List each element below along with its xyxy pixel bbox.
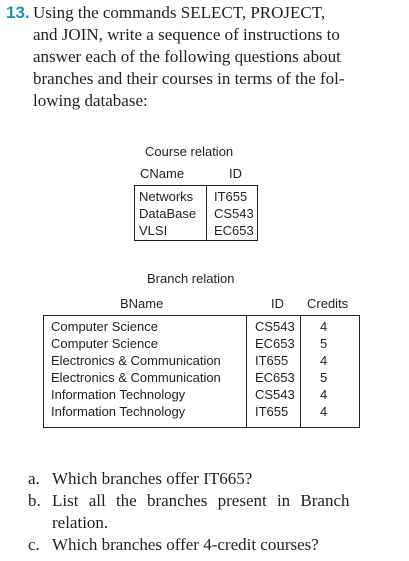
sub-question-text: List all the branches present in Branch — [52, 491, 350, 510]
branch-cell-bname: Electronics & Communication — [51, 353, 221, 368]
sub-question-label: b. — [28, 491, 41, 510]
question-line: answer each of the following questions about — [33, 47, 341, 66]
branch-column-credits: Credits — [307, 296, 349, 311]
branch-cell-id: EC653 — [255, 336, 295, 351]
branch-cell-credits: 4 — [320, 387, 328, 402]
branch-cell-id: IT655 — [255, 353, 289, 368]
branch-relation-table — [43, 315, 360, 428]
sub-question-label: c. — [28, 535, 40, 554]
branch-cell-id: CS543 — [255, 387, 295, 402]
course-cell-id: CS543 — [214, 206, 254, 221]
sub-question-text: Which branches offer IT665? — [52, 469, 253, 488]
sub-question-text: relation. — [52, 513, 109, 532]
course-cell-cname: VLSI — [139, 223, 168, 238]
branch-cell-id: EC653 — [255, 370, 295, 385]
branch-column-bname: BName — [120, 296, 164, 311]
branch-cell-bname: Information Technology — [51, 387, 186, 402]
question-line: and JOIN, write a sequence of instructions to — [33, 25, 340, 44]
question-number: 13. — [6, 3, 30, 22]
branch-cell-bname: Electronics & Communication — [51, 370, 221, 385]
question-line: lowing database: — [33, 91, 148, 110]
course-cell-cname: Networks — [139, 189, 194, 204]
branch-cell-credits: 4 — [320, 353, 328, 368]
sub-question-a — [28, 468, 406, 490]
branch-cell-credits: 5 — [320, 336, 328, 351]
question-text — [33, 2, 405, 112]
question-line: branches and their courses in terms of the fol- — [33, 69, 345, 88]
course-cell-cname: DataBase — [139, 206, 197, 221]
branch-column-id: ID — [271, 296, 284, 311]
sub-question-b — [28, 490, 406, 534]
course-cell-id: IT655 — [214, 189, 248, 204]
sub-question-text: Which branches offer 4-credit courses? — [52, 535, 319, 554]
course-column-id: ID — [229, 166, 242, 181]
branch-cell-bname: Computer Science — [51, 319, 158, 334]
column-divider — [246, 316, 247, 427]
course-column-cname: CName — [140, 166, 185, 181]
branch-cell-id: IT655 — [255, 404, 289, 419]
course-relation-table — [134, 185, 258, 241]
branch-cell-bname: Information Technology — [51, 404, 186, 419]
sub-question-label: a. — [28, 469, 40, 488]
column-divider — [300, 316, 301, 427]
branch-cell-credits: 4 — [320, 319, 328, 334]
branch-cell-bname: Computer Science — [51, 336, 158, 351]
branch-cell-id: CS543 — [255, 319, 295, 334]
sub-question-c — [28, 534, 406, 556]
course-cell-id: EC653 — [214, 223, 254, 238]
branch-cell-credits: 5 — [320, 370, 328, 385]
branch-cell-credits: 4 — [320, 404, 328, 419]
branch-relation-title: Branch relation — [147, 271, 235, 286]
question-line: Using the commands SELECT, PROJECT, — [33, 3, 326, 22]
course-relation-title: Course relation — [145, 144, 234, 159]
column-divider — [206, 186, 207, 240]
